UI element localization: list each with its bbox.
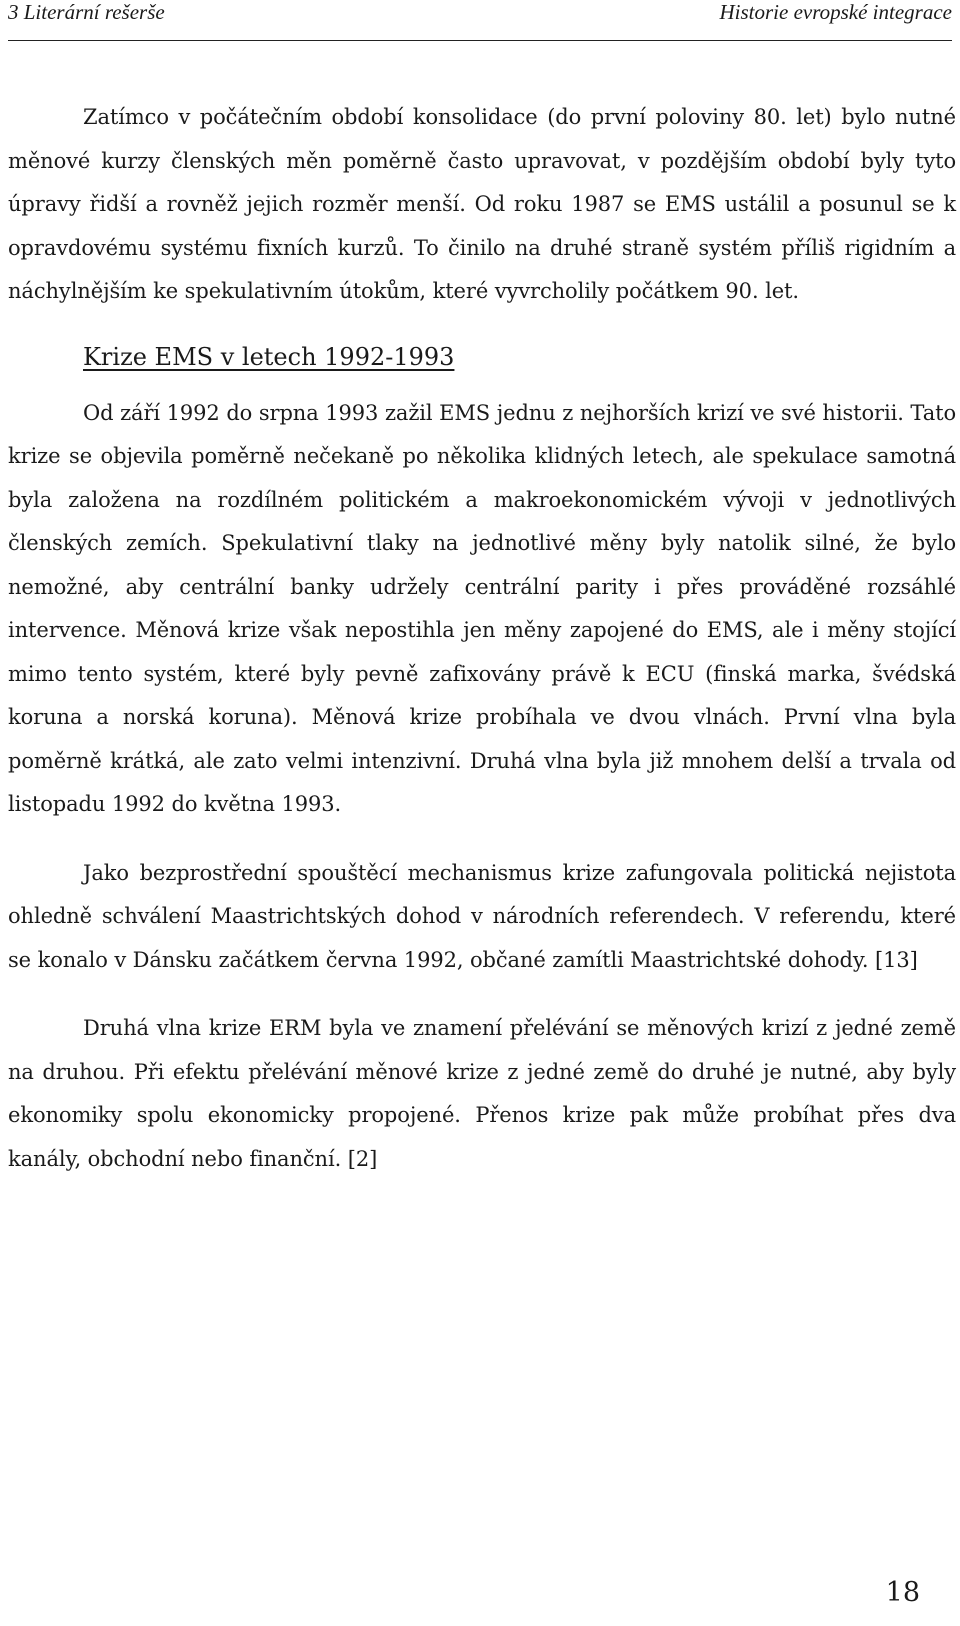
page-body <box>8 96 956 1181</box>
paragraph-consolidation: Zatímco v počátečním období konsolidace (do první poloviny 80. let) bylo nutné měnové kurzy členských měn poměrně často upravovat, v pozdějším období byly tyto úpravy řidší a rovněž jejich rozměr menší. Od roku 1987 se EMS ustálil a posunul se k opravdovému systému fixních kurzů. To činilo na druhé straně systém příliš rigidním a náchylnějším ke spekulativním útokům, které vyvrcholily počátkem 90. let. <box>8 105 956 303</box>
page-number: 18 <box>885 1577 920 1608</box>
paragraph-crisis-overview: Od září 1992 do srpna 1993 zažil EMS jednu z nejhorších krizí ve své historii. Tato krize se objevila poměrně nečekaně po několika klidných letech, ale spekulace samotná byla založena na rozdílném politickém a makroekonomickém vývoji v jednotlivých členských zemích. Spekulativní tlaky na jednotlivé měny byly natolik silné, že bylo nemožné, aby centrální banky udržely centrální parity i přes prováděné rozsáhlé intervence. Měnová krize však nepostihla jen měny zapojené do EMS, ale i měny stojící mimo tento systém, které byly pevně zafixovány právě k ECU (finská marka, švédská koruna a norská koruna). Měnová krize probíhala ve dvou vlnách. První vlna byla poměrně krátká, ale zato velmi intenzivní. Druhá vlna byla již mnohem delší a trvala od listopadu 1992 do května 1993. <box>8 400 956 816</box>
page-header <box>8 0 952 41</box>
section-title: Historie evropské integrace <box>719 0 952 24</box>
paragraph-trigger: Jako bezprostřední spouštěcí mechanismus krize zafungovala politická nejistota ohledně schválení Maastrichtských dohod v národních referendech. V referendu, které se konalo v Dánsku začátkem června 1992, občané zamítli Maastrichtské dohody. [13] <box>8 860 956 972</box>
paragraph-contagion: Druhá vlna krize ERM byla ve znamení přelévání se měnových krizí z jedné země na druhou. Při efektu přelévání měnové krize z jedné země do druhé je nutné, aby byly ekonomiky spolu ekonomicky propojené. Přenos krize pak může probíhat přes dva kanály, obchodní nebo finanční. [2] <box>8 1016 956 1171</box>
chapter-title: 3 Literární rešerše <box>8 0 165 24</box>
subheading-ems-crisis: Krize EMS v letech 1992-1993 <box>83 342 455 371</box>
